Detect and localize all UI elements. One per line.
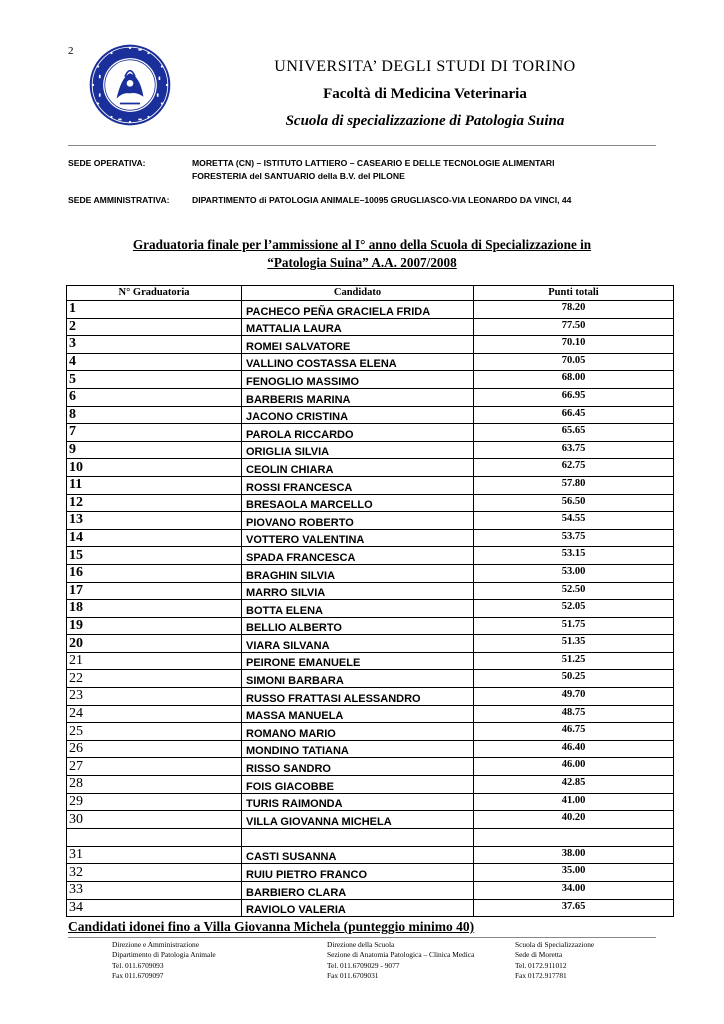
points-cell: 37.65 [474, 899, 674, 917]
rank-cell: 7 [67, 424, 242, 442]
rank-cell: 21 [67, 652, 242, 670]
points-cell: 52.50 [474, 582, 674, 600]
table-row [67, 494, 674, 512]
rank-cell: 24 [67, 705, 242, 723]
candidate-cell: JACONO CRISTINA [242, 406, 474, 424]
candidate-cell: MATTALIA LAURA [242, 318, 474, 336]
rank-cell: 9 [67, 441, 242, 459]
points-cell: 68.00 [474, 371, 674, 389]
rank-cell: 18 [67, 600, 242, 618]
table-row [67, 723, 674, 741]
table-row [67, 441, 674, 459]
rank-cell [67, 828, 242, 846]
graduatoria-title [68, 236, 656, 272]
candidate-cell: RAVIOLO VALERIA [242, 899, 474, 917]
candidate-cell: BARBIERO CLARA [242, 882, 474, 900]
school-title: Scuola di specializzazione di Patologia Suina [285, 113, 565, 129]
footer-line: Tel. 0172.911012 [515, 960, 567, 970]
candidate-cell: PEIRONE EMANUELE [242, 652, 474, 670]
rank-cell: 22 [67, 670, 242, 688]
candidate-cell: CASTI SUSANNA [242, 846, 474, 864]
points-cell: 48.75 [474, 705, 674, 723]
faculty-title: Facoltà di Medicina Veterinaria [323, 86, 527, 102]
rank-cell: 14 [67, 529, 242, 547]
table-row [67, 406, 674, 424]
rank-cell: 15 [67, 547, 242, 565]
rank-cell: 20 [67, 635, 242, 653]
footer-line: Fax 011.6709031 [327, 971, 379, 981]
table-row [67, 476, 674, 494]
points-cell: 41.00 [474, 793, 674, 811]
table-row [67, 635, 674, 653]
footer-line: Direzione e Amministrazione [112, 940, 200, 949]
table-row [67, 547, 674, 565]
candidate-cell [242, 828, 474, 846]
footer-line: Direzione della Scuola [327, 940, 395, 949]
rank-cell: 4 [67, 353, 242, 371]
points-cell: 46.00 [474, 758, 674, 776]
table-row [67, 424, 674, 442]
points-cell: 77.50 [474, 318, 674, 336]
points-cell: 46.40 [474, 740, 674, 758]
header-divider [68, 145, 656, 146]
candidate-cell: PIOVANO ROBERTO [242, 512, 474, 530]
rank-cell: 5 [67, 371, 242, 389]
candidate-cell: PAROLA RICCARDO [242, 424, 474, 442]
points-cell: 51.75 [474, 617, 674, 635]
points-cell: 66.95 [474, 388, 674, 406]
footer-line: Fax 0172.917781 [515, 971, 567, 981]
table-row [67, 688, 674, 706]
table-row [67, 758, 674, 776]
university-seal-logo [88, 43, 172, 127]
sede-operativa-line1: MORETTA (CN) – ISTITUTO LATTIERO – CASEARIO E DELLE TECNOLOGIE ALIMENTARI [192, 158, 555, 168]
rank-cell: 1 [67, 301, 242, 319]
page-number: 2 [68, 45, 74, 57]
candidate-cell: MARRO SILVIA [242, 582, 474, 600]
table-row [67, 899, 674, 917]
table-row [67, 828, 674, 846]
candidate-cell: BELLIO ALBERTO [242, 617, 474, 635]
points-cell: 40.20 [474, 811, 674, 829]
rank-cell: 6 [67, 388, 242, 406]
graduatoria-title-line1: Graduatoria finale per l’ammissione al I° anno della Scuola di Specializzazione in [132, 237, 592, 252]
candidate-cell: VIARA SILVANA [242, 635, 474, 653]
points-cell: 66.45 [474, 406, 674, 424]
points-cell: 63.75 [474, 441, 674, 459]
table-row [67, 846, 674, 864]
rank-cell: 16 [67, 564, 242, 582]
table-row [67, 336, 674, 354]
candidate-cell: TURIS RAIMONDA [242, 793, 474, 811]
rank-cell: 8 [67, 406, 242, 424]
rank-cell: 10 [67, 459, 242, 477]
column-header-rank: N° Graduatoria [67, 286, 242, 301]
points-cell: 53.00 [474, 564, 674, 582]
column-header-candidate: Candidato [242, 286, 474, 301]
points-cell: 46.75 [474, 723, 674, 741]
sede-operativa-label: SEDE OPERATIVA: [68, 158, 146, 168]
points-cell: 52.05 [474, 600, 674, 618]
points-cell: 49.70 [474, 688, 674, 706]
footer-col-school [515, 940, 594, 982]
rank-cell: 32 [67, 864, 242, 882]
table-row [67, 388, 674, 406]
candidate-cell: SPADA FRANCESCA [242, 547, 474, 565]
candidate-cell: VILLA GIOVANNA MICHELA [242, 811, 474, 829]
footer-col-administration [112, 940, 216, 982]
graduatoria-title-line2: “Patologia Suina” A.A. 2007/2008 [267, 255, 457, 270]
points-cell: 53.15 [474, 547, 674, 565]
table-row [67, 617, 674, 635]
table-row [67, 318, 674, 336]
candidate-cell: ROSSI FRANCESCA [242, 476, 474, 494]
footer-line: Sezione di Anatomia Patologica – Clinica Medica [327, 950, 475, 960]
rank-cell: 12 [67, 494, 242, 512]
candidate-cell: BOTTA ELENA [242, 600, 474, 618]
candidate-cell: PACHECO PEÑA GRACIELA FRIDA [242, 301, 474, 319]
rank-cell: 2 [67, 318, 242, 336]
rank-cell: 13 [67, 512, 242, 530]
points-cell: 51.35 [474, 635, 674, 653]
footer-line: Tel. 011.6709093 [112, 960, 164, 970]
table-row [67, 705, 674, 723]
candidate-cell: BRESAOLA MARCELLO [242, 494, 474, 512]
rank-cell: 33 [67, 882, 242, 900]
points-cell: 56.50 [474, 494, 674, 512]
rank-cell: 11 [67, 476, 242, 494]
rank-cell: 27 [67, 758, 242, 776]
candidate-cell: RUSSO FRATTASI ALESSANDRO [242, 688, 474, 706]
table-row [67, 371, 674, 389]
rank-cell: 17 [67, 582, 242, 600]
table-row [67, 564, 674, 582]
candidate-cell: CEOLIN CHIARA [242, 459, 474, 477]
footer-line: Sede di Moretta [515, 950, 563, 960]
candidate-cell: VOTTERO VALENTINA [242, 529, 474, 547]
idonei-note: Candidati idonei fino a Villa Giovanna Michela (punteggio minimo 40) [68, 919, 475, 934]
candidate-cell: FOIS GIACOBBE [242, 776, 474, 794]
points-cell: 51.25 [474, 652, 674, 670]
points-cell: 38.00 [474, 846, 674, 864]
footer-line: Tel. 011.6709029 - 9077 [327, 960, 400, 970]
points-cell: 57.80 [474, 476, 674, 494]
points-cell: 70.10 [474, 336, 674, 354]
table-row [67, 882, 674, 900]
points-cell: 62.75 [474, 459, 674, 477]
table-row [67, 582, 674, 600]
table-row [67, 864, 674, 882]
candidate-cell: RUIU PIETRO FRANCO [242, 864, 474, 882]
table-header-row [67, 286, 674, 301]
rank-cell: 3 [67, 336, 242, 354]
candidate-cell: BARBERIS MARINA [242, 388, 474, 406]
rank-cell: 34 [67, 899, 242, 917]
table-row [67, 652, 674, 670]
table-row [67, 600, 674, 618]
candidate-cell: MONDINO TATIANA [242, 740, 474, 758]
sede-amministrativa-label: SEDE AMMINISTRATIVA: [68, 195, 170, 205]
candidate-cell: SIMONI BARBARA [242, 670, 474, 688]
university-title: UNIVERSITA’ DEGLI STUDI DI TORINO [274, 58, 576, 75]
table-row [67, 740, 674, 758]
table-row [67, 793, 674, 811]
candidate-cell: RISSO SANDRO [242, 758, 474, 776]
ranking-table [66, 285, 673, 917]
table-row [67, 529, 674, 547]
rank-cell: 23 [67, 688, 242, 706]
candidate-cell: BRAGHIN SILVIA [242, 564, 474, 582]
points-cell: 53.75 [474, 529, 674, 547]
footer-line: Scuola di Specializzazione [515, 940, 595, 949]
rank-cell: 26 [67, 740, 242, 758]
table-row [67, 811, 674, 829]
table-row [67, 459, 674, 477]
rank-cell: 30 [67, 811, 242, 829]
points-cell: 70.05 [474, 353, 674, 371]
points-cell [474, 828, 674, 846]
sede-amministrativa-value: DIPARTIMENTO di PATOLOGIA ANIMALE–10095 GRUGLIASCO-VIA LEONARDO DA VINCI, 44 [192, 195, 572, 205]
points-cell: 50.25 [474, 670, 674, 688]
rank-cell: 31 [67, 846, 242, 864]
rank-cell: 19 [67, 617, 242, 635]
table-row [67, 670, 674, 688]
table-row [67, 512, 674, 530]
footer-col-direction [327, 940, 474, 982]
points-cell: 34.00 [474, 882, 674, 900]
rank-cell: 28 [67, 776, 242, 794]
candidate-cell: VALLINO COSTASSA ELENA [242, 353, 474, 371]
candidate-cell: FENOGLIO MASSIMO [242, 371, 474, 389]
candidate-cell: ROMANO MARIO [242, 723, 474, 741]
rank-cell: 29 [67, 793, 242, 811]
sede-operativa-line2: FORESTERIA del SANTUARIO della B.V. del PILONE [192, 171, 405, 181]
points-cell: 35.00 [474, 864, 674, 882]
points-cell: 42.85 [474, 776, 674, 794]
candidate-cell: MASSA MANUELA [242, 705, 474, 723]
points-cell: 78.20 [474, 301, 674, 319]
points-cell: 65.65 [474, 424, 674, 442]
table-row [67, 776, 674, 794]
footer-line: Fax 011.6709097 [112, 971, 164, 981]
footer-line: Dipartimento di Patologia Animale [112, 950, 216, 960]
rank-cell: 25 [67, 723, 242, 741]
table-row [67, 301, 674, 319]
table-row [67, 353, 674, 371]
candidate-cell: ROMEI SALVATORE [242, 336, 474, 354]
footer-divider [68, 937, 656, 938]
candidate-cell: ORIGLIA SILVIA [242, 441, 474, 459]
points-cell: 54.55 [474, 512, 674, 530]
column-header-points: Punti totali [474, 286, 674, 301]
